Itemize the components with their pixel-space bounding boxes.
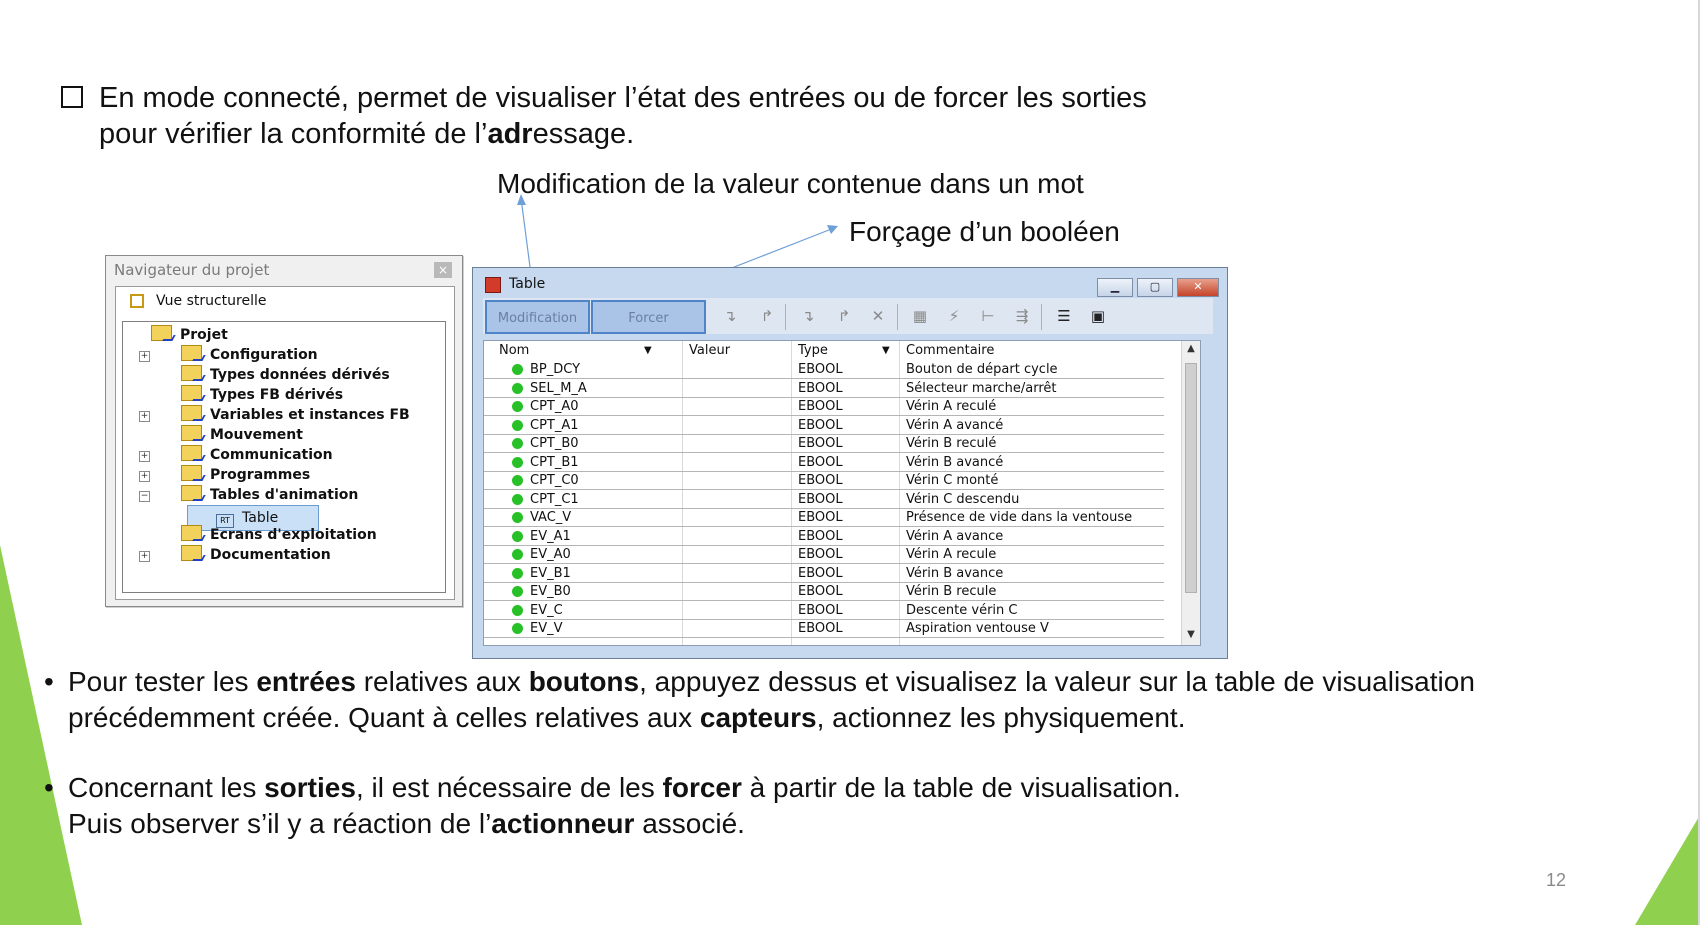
variable-comment: Vérin A reculé [906, 399, 997, 414]
project-tree [122, 321, 446, 593]
multiple-modification-icon[interactable]: ▦ [912, 307, 928, 325]
table-row[interactable] [484, 435, 1164, 453]
folder-icon [181, 365, 202, 381]
lightning-icon[interactable]: ⚡ [948, 307, 960, 325]
variables-grid [483, 340, 1201, 646]
tree-item-communication[interactable]: Communication [181, 445, 333, 465]
status-led-icon [512, 420, 523, 431]
forcer-button[interactable]: Forcer [591, 300, 706, 334]
variable-comment: Aspiration ventouse V [906, 621, 1049, 636]
variable-name: EV_B0 [530, 584, 571, 599]
close-icon[interactable]: × [434, 262, 452, 278]
table-row[interactable] [484, 361, 1164, 379]
status-led-icon [512, 512, 523, 523]
variable-type: EBOOL [798, 621, 843, 636]
paragraph-sorties [44, 770, 1181, 842]
variable-type: EBOOL [798, 602, 843, 618]
tree-item-programmes[interactable]: Programmes [181, 465, 310, 485]
variable-name: EV_C [530, 602, 563, 618]
folder-icon [181, 425, 202, 441]
variable-comment: Vérin B avancé [906, 454, 1004, 470]
force-zero-icon[interactable]: ↴ [801, 307, 815, 325]
paragraph-entrees-line1: Pour tester les entrées relatives aux boutons, appuyez dessus et visualisez la valeur sur la table de visualisation [68, 666, 1475, 697]
expand-icon[interactable]: + [140, 411, 149, 421]
col-commentaire-header[interactable]: Commentaire [906, 343, 995, 358]
bullet-dot: • [44, 772, 54, 803]
collapse-icon[interactable]: − [140, 491, 149, 501]
variable-type: EBOOL [798, 380, 843, 396]
paragraph-entrees-line2: précédemment créée. Quant à celles relatives aux capteurs, actionnez les physiquement. [68, 702, 1186, 733]
set-to-zero-icon[interactable]: ↴ [723, 307, 737, 325]
tree-item-table[interactable]: RT Table [187, 505, 319, 531]
table-row[interactable] [484, 472, 1164, 490]
variable-name: EV_B1 [530, 565, 571, 581]
documentation-icon [181, 545, 202, 561]
table-row[interactable] [484, 509, 1164, 527]
status-led-icon [512, 401, 523, 412]
tree-item-configuration[interactable]: Configuration [181, 345, 318, 365]
variable-comment: Sélecteur marche/arrêt [906, 380, 1057, 396]
tree-item-mouvement[interactable]: Mouvement [181, 425, 303, 445]
page-number: 12 [1546, 870, 1567, 890]
paragraph-sorties-line1: Concernant les sorties, il est nécessaire de les forcer à partir de la table de visualisation. [68, 772, 1181, 803]
status-led-icon [512, 586, 523, 597]
tree-item-variables[interactable]: Variables et instances FB [181, 405, 410, 425]
force-one-icon[interactable]: ↱ [837, 307, 851, 325]
tree-item-tables-animation[interactable]: Tables d'animation [181, 485, 358, 505]
folder-icon [181, 465, 202, 481]
table-row[interactable] [484, 620, 1164, 638]
variable-name: EV_A0 [530, 547, 571, 562]
status-led-icon [512, 605, 523, 616]
scroll-down-icon[interactable]: ▼ [1187, 629, 1195, 640]
close-icon[interactable]: ✕ [1177, 278, 1219, 297]
set-to-one-icon[interactable]: ↱ [760, 307, 774, 325]
unforce-icon[interactable]: ✕ [871, 307, 885, 325]
variable-type: EBOOL [798, 584, 843, 599]
variable-type: EBOOL [798, 417, 843, 433]
status-led-icon [512, 457, 523, 468]
table-row[interactable] [484, 454, 1164, 472]
status-led-icon [512, 364, 523, 375]
variable-comment: Présence de vide dans la ventouse [906, 510, 1133, 525]
variable-name: VAC_V [530, 510, 572, 525]
checkbox-bullet-icon [61, 86, 83, 108]
project-navigator [105, 255, 463, 607]
tree-item-projet[interactable]: Projet [151, 325, 228, 345]
structural-view-label: Vue structurelle [156, 293, 267, 309]
variable-type: EBOOL [798, 436, 843, 451]
status-led-icon [512, 383, 523, 394]
folder-icon [181, 485, 202, 501]
scroll-up-icon[interactable]: ▲ [1187, 343, 1195, 354]
variable-name: CPT_B0 [530, 436, 579, 451]
modification-annotation: Modification de la valeur contenue dans un mot [497, 168, 1084, 199]
animation-table-window [472, 267, 1228, 659]
variable-name: CPT_C1 [530, 491, 579, 507]
display-format-icon[interactable]: ☰ [1057, 307, 1071, 325]
navigator-titlebar [106, 256, 462, 284]
variable-type: EBOOL [798, 565, 843, 581]
variable-type: EBOOL [798, 362, 843, 377]
table-row[interactable] [484, 528, 1164, 546]
variable-comment: Vérin B recule [906, 584, 997, 599]
table-row[interactable] [484, 565, 1164, 583]
variable-name: CPT_B1 [530, 454, 579, 470]
variable-comment: Vérin B avance [906, 565, 1004, 581]
window-controls [1093, 275, 1219, 297]
vertical-scrollbar[interactable] [1181, 341, 1200, 645]
variable-name: EV_A1 [530, 528, 571, 544]
variable-type: EBOOL [798, 399, 843, 414]
paragraph-entrees [44, 664, 1475, 736]
variable-name: SEL_M_A [530, 380, 587, 396]
tree-item-ecrans[interactable]: Ecrans d'exploitation [181, 525, 377, 545]
folder-icon [181, 445, 202, 461]
variable-name: CPT_A0 [530, 399, 579, 414]
folder-icon [181, 525, 202, 541]
table-titlebar [473, 268, 1227, 298]
variable-type: EBOOL [798, 491, 843, 507]
chevron-down-icon[interactable]: ▼ [882, 345, 890, 356]
tree-item-types-donnees[interactable]: Types données dérivés [181, 365, 390, 385]
col-type-header[interactable]: Type [798, 343, 828, 358]
variable-name: CPT_C0 [530, 473, 579, 488]
expand-icon[interactable]: + [140, 551, 149, 561]
variable-comment: Descente vérin C [906, 602, 1018, 618]
variable-type: EBOOL [798, 547, 843, 562]
expand-icon[interactable]: + [140, 451, 149, 461]
grid-header [484, 341, 1200, 361]
expand-icon[interactable]: + [140, 471, 149, 481]
status-led-icon [512, 475, 523, 486]
table-properties-icon[interactable]: ▣ [1090, 307, 1106, 325]
variable-comment: Vérin C descendu [906, 491, 1020, 507]
table-app-icon [485, 277, 501, 293]
minimize-icon[interactable]: ▁ [1097, 278, 1133, 297]
structure-view-icon [130, 294, 144, 308]
variable-name: BP_DCY [530, 362, 581, 377]
status-led-icon [512, 438, 523, 449]
navigator-title: Navigateur du projet [114, 261, 270, 279]
variable-comment: Vérin A avance [906, 528, 1004, 544]
status-led-icon [512, 568, 523, 579]
navigator-panel [115, 286, 455, 600]
paragraph-sorties-line2: Puis observer s’il y a réaction de l’actionneur associé. [68, 808, 745, 839]
main-bullet-line1: En mode connecté, permet de visualiser l’état des entrées ou de forcer les sorties [99, 82, 1147, 114]
chevron-down-icon[interactable]: ▼ [644, 345, 652, 356]
status-led-icon [512, 623, 523, 634]
table-icon: RT [216, 514, 234, 528]
tree-item-documentation[interactable]: Documentation [181, 545, 331, 565]
variable-type: EBOOL [798, 528, 843, 544]
expand-icon[interactable]: + [140, 351, 149, 361]
col-valeur-header[interactable]: Valeur [689, 343, 731, 358]
folder-icon [181, 385, 202, 401]
variable-comment: Vérin B reculé [906, 436, 997, 451]
variable-comment: Vérin A avancé [906, 417, 1004, 433]
variable-type: EBOOL [798, 454, 843, 470]
variable-type: EBOOL [798, 510, 843, 525]
variable-comment: Vérin C monté [906, 473, 999, 488]
tree-item-types-fb[interactable]: Types FB dérivés [181, 385, 343, 405]
col-nom-header[interactable]: Nom [499, 343, 530, 358]
table-row[interactable] [484, 417, 1164, 435]
variable-comment: Vérin A recule [906, 547, 997, 562]
main-bullet [61, 80, 1147, 152]
variable-name: CPT_A1 [530, 417, 579, 433]
folder-icon [151, 325, 172, 341]
table-row[interactable] [484, 546, 1164, 564]
folder-icon [181, 405, 202, 421]
variable-name: EV_V [530, 621, 563, 636]
structural-view-header [116, 287, 454, 315]
status-led-icon [512, 494, 523, 505]
scrollbar-thumb[interactable] [1185, 363, 1197, 593]
table-row[interactable] [484, 398, 1164, 416]
table-row[interactable] [484, 602, 1164, 620]
force-list-icon[interactable]: ⇶ [1015, 307, 1029, 325]
variable-type: EBOOL [798, 473, 843, 488]
variable-comment: Bouton de départ cycle [906, 362, 1058, 377]
main-bullet-line2: pour vérifier la conformité de l’adressage. [99, 118, 635, 150]
maximize-icon[interactable]: ▢ [1137, 278, 1173, 297]
status-led-icon [512, 549, 523, 560]
modification-button[interactable]: Modification [485, 300, 590, 334]
status-led-icon [512, 531, 523, 542]
table-window-title: Table [509, 276, 546, 292]
table-row[interactable] [484, 491, 1164, 509]
table-toolbar [483, 298, 1213, 334]
folder-icon [181, 345, 202, 361]
forcage-annotation: Forçage d’un booléen [849, 216, 1120, 247]
bullet-dot: • [44, 666, 54, 697]
table-row[interactable] [484, 380, 1164, 398]
table-row[interactable] [484, 583, 1164, 601]
unforce-all-icon[interactable]: ⊢ [981, 307, 995, 325]
right-green-triangle [1635, 815, 1700, 925]
